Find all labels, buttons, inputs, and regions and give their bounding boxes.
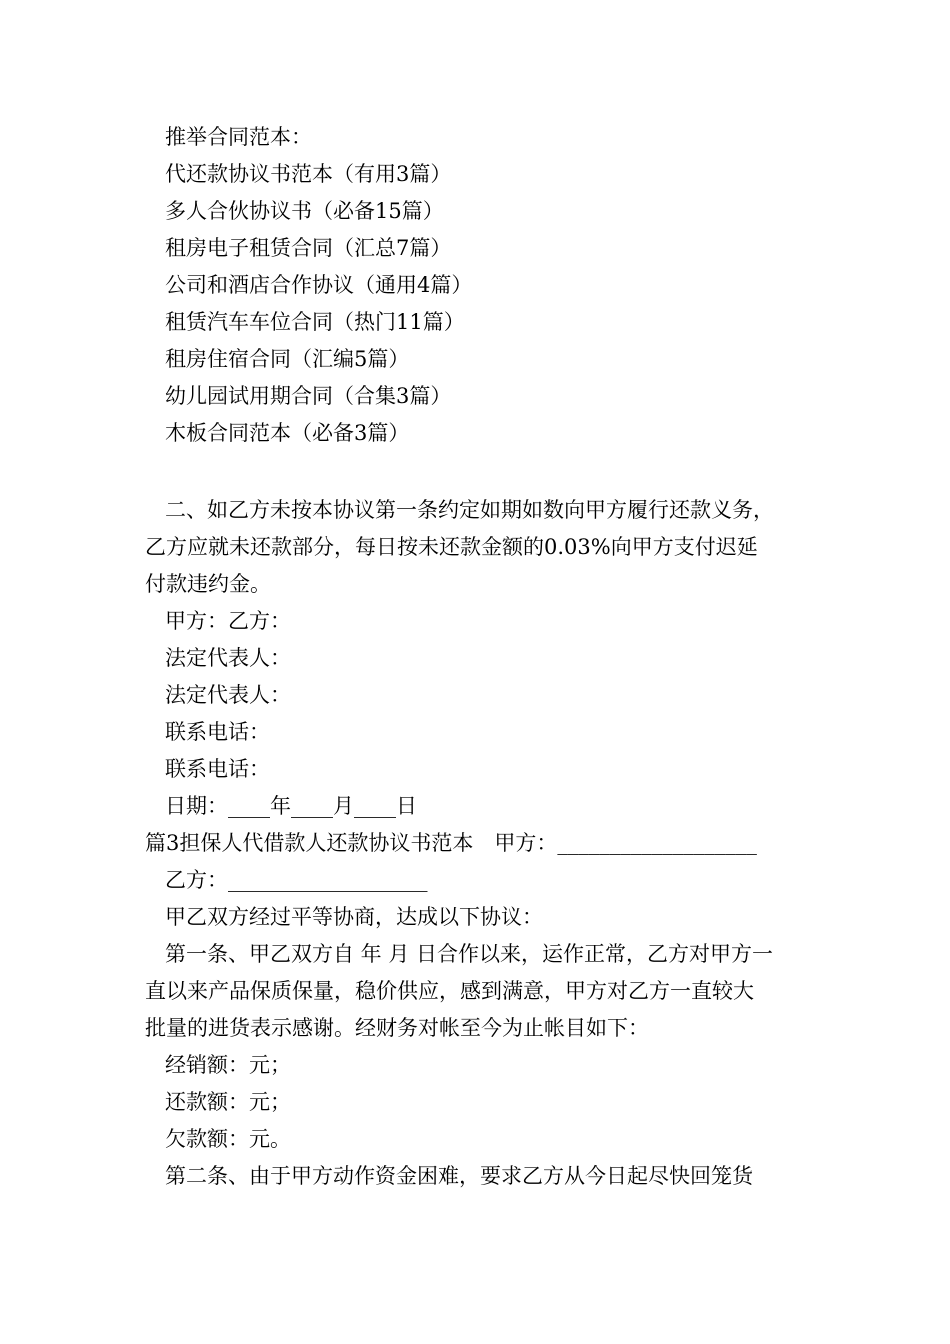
clause2-line: 二、如乙方未按本协议第一条约定如期如数向甲方履行还款义务，: [165, 498, 774, 522]
repaid-line: 还款额：元；: [165, 1090, 291, 1114]
party-b-line: 乙方：___________________: [165, 868, 428, 892]
clause2-line: 付款违约金。: [145, 572, 271, 596]
clause2-line: 乙方应就未还款部分，每日按未还款金额的0.03%向甲方支付迟延: [145, 535, 758, 559]
intro-line: 甲乙双方经过平等协商，达成以下协议：: [165, 905, 543, 929]
recommend-item[interactable]: 租房电子租赁合同（汇总7篇）: [165, 236, 452, 260]
article1-line: 直以来产品保质保量，稳价供应，感到满意，甲方对乙方一直较大: [145, 979, 754, 1003]
sales-line: 经销额：元；: [165, 1053, 291, 1077]
phone-line: 联系电话：: [165, 720, 270, 744]
legal-rep-line: 法定代表人：: [165, 683, 291, 707]
date-line: 日期：____年____月____日: [165, 794, 417, 818]
parties-line: 甲方：乙方：: [165, 609, 291, 633]
article1-line: 第一条、甲乙双方自 年 月 日合作以来，运作正常，乙方对甲方一: [165, 942, 774, 966]
recommend-item[interactable]: 多人合伙协议书（必备15篇）: [165, 199, 444, 223]
doc3-title-line: 篇3担保人代借款人还款协议书范本 甲方：___________________: [145, 831, 757, 855]
recommend-item[interactable]: 幼儿园试用期合同（合集3篇）: [165, 384, 452, 408]
recommend-heading: 推举合同范本：: [165, 125, 312, 149]
recommend-item[interactable]: 代还款协议书范本（有用3篇）: [165, 162, 452, 186]
article2-line: 第二条、由于甲方动作资金困难，要求乙方从今日起尽快回笼货: [165, 1164, 753, 1188]
owed-line: 欠款额：元。: [165, 1127, 291, 1151]
legal-rep-line: 法定代表人：: [165, 646, 291, 670]
recommend-item[interactable]: 租房住宿合同（汇编5篇）: [165, 347, 410, 371]
article1-line: 批量的进货表示感谢。经财务对帐至今为止帐目如下：: [145, 1016, 649, 1040]
phone-line: 联系电话：: [165, 757, 270, 781]
recommend-item[interactable]: 木板合同范本（必备3篇）: [165, 421, 410, 445]
recommend-item[interactable]: 租赁汽车车位合同（热门11篇）: [165, 310, 465, 334]
recommend-item[interactable]: 公司和酒店合作协议（通用4篇）: [165, 273, 473, 297]
